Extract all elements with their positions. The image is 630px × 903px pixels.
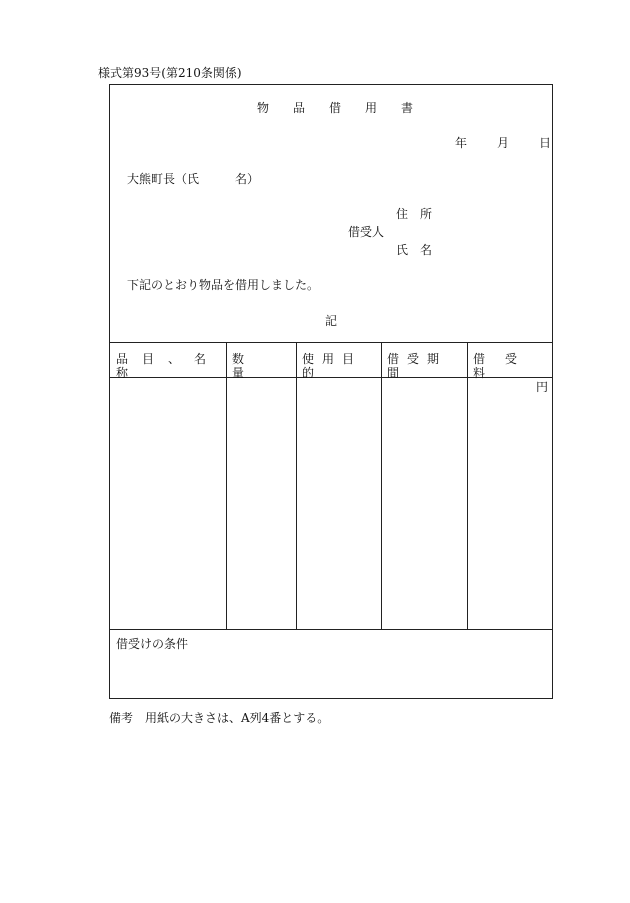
table-top-line (109, 342, 553, 343)
header-period: 借受期間 (387, 352, 448, 380)
ki-label: 記 (325, 314, 338, 328)
header-item-name: 品目、名称 (116, 352, 221, 380)
borrower-label: 借受人 (348, 225, 385, 239)
column-divider (296, 342, 297, 629)
addressee: 大熊町長（氏 名） (127, 172, 260, 186)
column-divider (467, 342, 468, 629)
fee-unit: 円 (536, 380, 549, 394)
note: 備考 用紙の大きさは、A列4番とする。 (109, 711, 330, 725)
column-divider (381, 342, 382, 629)
statement: 下記のとおり物品を借用しました。 (127, 278, 320, 292)
header-quantity: 数量 (232, 352, 275, 380)
borrower-address-label: 住 所 (396, 207, 433, 221)
borrower-name-label: 氏 名 (396, 243, 433, 257)
conditions-label: 借受けの条件 (116, 637, 189, 651)
column-divider (226, 342, 227, 629)
header-purpose: 使用目的 (302, 352, 363, 380)
form-title: 物 品 借 用 書 (257, 101, 420, 115)
table-bottom-line (109, 629, 553, 630)
date-line: 年 月 日 (455, 136, 554, 150)
header-fee: 借受料 (473, 352, 538, 380)
form-number: 様式第93号(第210条関係) (98, 66, 242, 80)
